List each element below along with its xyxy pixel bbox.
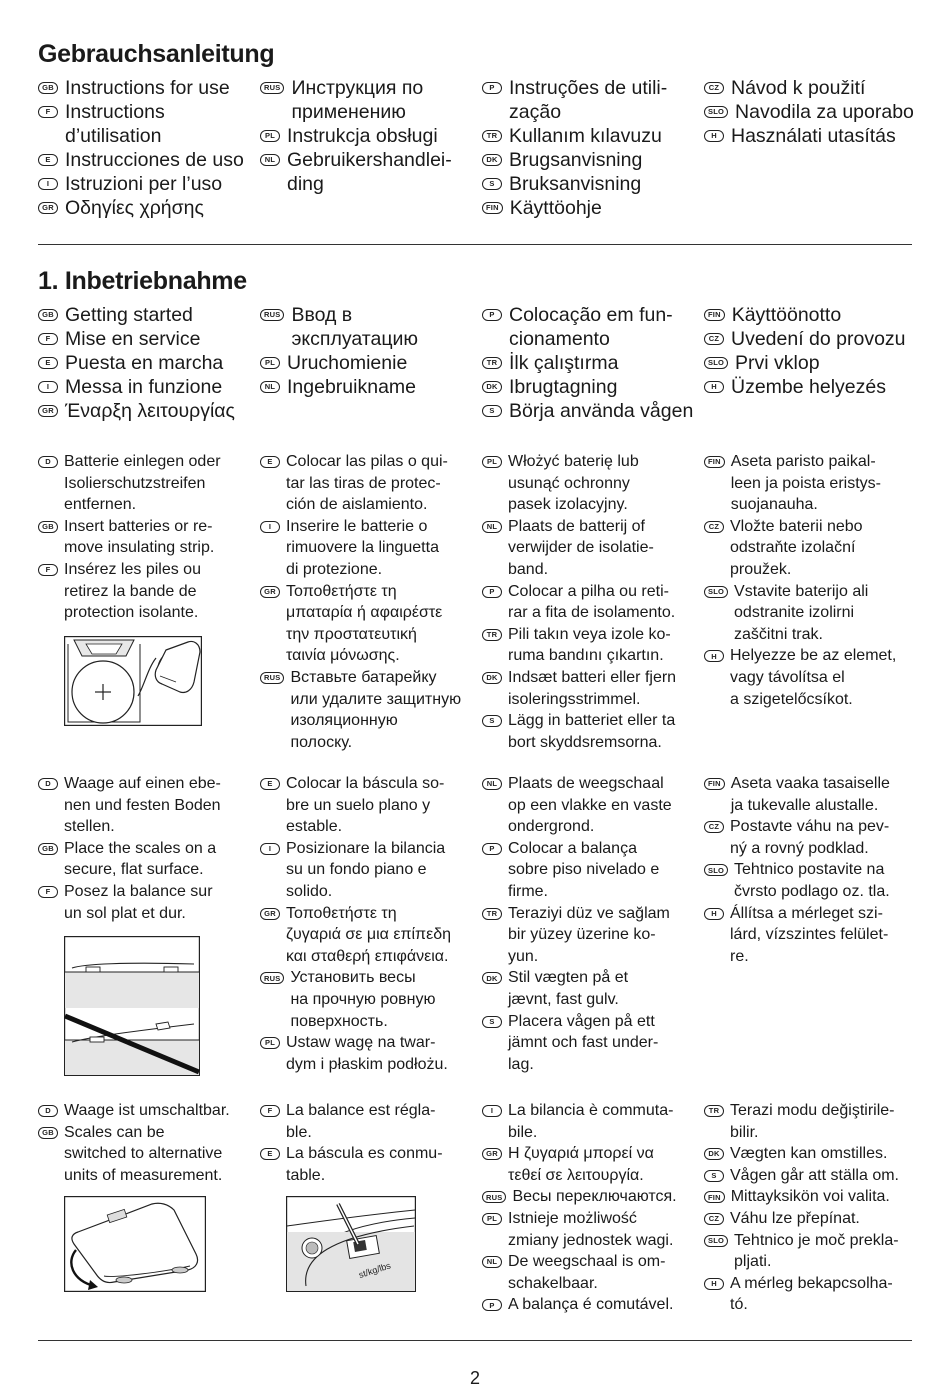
lang-entry-nl: [482, 773, 700, 838]
lang-entry-e: [38, 351, 258, 375]
country-code-badge: GB: [38, 309, 58, 321]
entry-text: Colocar a balança sobre piso nivelado e firme.: [508, 839, 660, 900]
scale-on-floor-illustration: [64, 936, 200, 1076]
entry-text: Terazi modu değiştirile- bilir.: [730, 1102, 895, 1141]
entry-text: Vložte baterii nebo odstraňte izolační proužek.: [730, 517, 863, 578]
entry-text: Käyttöönotto: [731, 304, 842, 326]
entry-text: Getting started: [65, 304, 193, 326]
lang-entry-slo: [704, 859, 914, 902]
country-code-badge: TR: [482, 629, 502, 641]
lang-entry-fin: [704, 1186, 914, 1208]
section-headings-col-4: [704, 303, 914, 399]
country-code-badge: P: [482, 309, 502, 321]
lang-entry-i: [482, 1100, 700, 1143]
entry-text: Plaats de batterij of verwijder de isolatie- band.: [508, 517, 654, 578]
entry-text: Vågen går att ställa om.: [730, 1166, 899, 1184]
unit-switch-label: st/kg/lbs: [357, 1260, 392, 1281]
lang-entry-p: [482, 581, 700, 624]
entry-text: La bilancia è commuta- bile.: [508, 1102, 674, 1141]
country-code-badge: PL: [260, 357, 280, 369]
lang-entry-p: [482, 76, 700, 124]
country-code-badge: FIN: [704, 456, 725, 468]
country-code-badge: D: [38, 456, 58, 468]
lang-entry-tr: [482, 351, 700, 375]
country-code-badge: GB: [38, 82, 58, 94]
lang-entry-pl: [260, 351, 478, 375]
country-code-badge: SLO: [704, 864, 728, 876]
country-code-badge: PL: [482, 1213, 502, 1225]
country-code-badge: F: [38, 564, 58, 576]
lang-entry-f: [260, 1100, 478, 1143]
lang-entry-cz: [704, 816, 914, 859]
step3-col-1: [38, 1100, 258, 1186]
entry-text: Uruchomienie: [287, 352, 408, 374]
entry-text: Instruções de utili- zação: [509, 77, 668, 123]
country-code-badge: DK: [482, 381, 502, 393]
lang-entry-slo: [704, 581, 914, 646]
country-code-badge: PL: [260, 1037, 280, 1049]
lang-entry-rus: [260, 76, 478, 124]
country-code-badge: GB: [38, 521, 58, 533]
lang-entry-e: [260, 773, 478, 838]
entry-text: Instrucciones de uso: [65, 149, 244, 171]
unit-switch-illustration: [286, 1196, 416, 1292]
country-code-badge: GB: [38, 1127, 58, 1139]
country-code-badge: E: [38, 357, 58, 369]
entry-text: Οδηγίες χρήσης: [65, 197, 204, 219]
entry-text: Navodila za uporabo: [735, 101, 914, 123]
lang-entry-d: [38, 773, 258, 838]
lang-entry-slo: [704, 100, 914, 124]
entry-text: Insérez les piles ou retirez la bande de protection isolante.: [64, 560, 201, 622]
entry-text: Návod k použití: [731, 77, 866, 99]
entry-text: İlk çalıştırma: [509, 352, 619, 374]
entry-text: Ustaw wagę na twar- dym i płaskim podłożu.: [286, 1034, 448, 1073]
country-code-badge: RUS: [260, 309, 284, 321]
entry-text: Włożyć baterię lub usunąć ochronny pasek izolacyjny.: [508, 453, 639, 514]
lang-entry-dk: [704, 1143, 914, 1165]
entry-text: Istruzioni per l’uso: [65, 173, 223, 195]
entry-text: Käyttöohje: [509, 197, 602, 219]
lang-entry-gr: [38, 399, 258, 423]
entry-text: Puesta en marcha: [65, 352, 224, 374]
step2-col-3: [482, 773, 700, 1075]
entry-text: Messa in funzione: [65, 376, 223, 398]
country-code-badge: H: [704, 381, 724, 393]
step2-col-4: [704, 773, 914, 967]
entry-text: Vægten kan omstilles.: [730, 1145, 888, 1163]
lang-entry-i: [260, 838, 478, 903]
entry-text: Весы переключаются.: [512, 1188, 677, 1206]
entry-text: Mise en service: [65, 328, 201, 350]
entry-text: Teraziyi düz ve sağlam bir yüzey üzerine ko- yun.: [508, 904, 670, 965]
lang-entry-s: [482, 710, 700, 753]
entry-text: Tehtnico je moč prekla- pljati.: [734, 1231, 899, 1271]
lang-entry-h: [704, 645, 914, 710]
entry-text: Prvi vklop: [735, 352, 820, 374]
country-code-badge: GR: [38, 405, 58, 417]
lang-entry-dk: [482, 375, 700, 399]
step2-col-1: [38, 773, 258, 924]
entry-text: De weegschaal is om- schakelbaar.: [508, 1253, 666, 1292]
entry-text: Posizionare la bilancia su un fondo piano e solido.: [286, 839, 446, 900]
country-code-badge: NL: [260, 154, 280, 166]
lang-entry-s: [482, 1011, 700, 1076]
country-code-badge: P: [482, 586, 502, 598]
entry-text: Вставьте батарейку или удалите защитную изоляционную полоску.: [290, 668, 462, 751]
lang-entry-cz: [704, 76, 914, 100]
section-title: 1. Inbetriebnahme: [38, 267, 247, 295]
entry-text: Τοποθετήστε τη μπαταρία ή αφαιρέστε την προστατευτική ταινία μόνωσης.: [286, 582, 443, 665]
entry-text: Posez la balance sur un sol plat et dur.: [64, 882, 213, 922]
lang-entry-fin: [704, 303, 914, 327]
entry-text: Η ζυγαριά μπορεί να τεθεί σε λειτουργία.: [508, 1145, 654, 1184]
entry-text: Bruksanvisning: [509, 173, 642, 195]
country-code-badge: TR: [482, 357, 502, 369]
country-code-badge: F: [38, 106, 58, 118]
document-title: Gebrauchsanleitung: [38, 40, 275, 68]
country-code-badge: FIN: [704, 778, 725, 790]
divider-top: [38, 244, 912, 245]
lang-entry-fin: [482, 196, 700, 220]
step2-col-2: [260, 773, 478, 1075]
country-code-badge: H: [704, 1278, 724, 1290]
lang-entry-pl: [260, 1032, 478, 1075]
country-code-badge: TR: [704, 1105, 724, 1117]
lang-entry-nl: [260, 375, 478, 399]
entry-text: Instrukcja obsługi: [287, 125, 438, 147]
entry-text: Üzembe helyezés: [731, 376, 886, 398]
divider-bottom: [38, 1340, 912, 1341]
country-code-badge: P: [482, 843, 502, 855]
entry-text: Plaats de weegschaal op een vlakke en vaste ondergrond.: [508, 775, 672, 836]
entry-text: Lägg in batteriet eller ta bort skyddsremsorna.: [508, 712, 676, 751]
country-code-badge: P: [482, 1299, 502, 1311]
country-code-badge: TR: [482, 130, 502, 142]
entry-text: Börja använda vågen: [509, 400, 694, 422]
country-code-badge: GB: [38, 843, 58, 855]
country-code-badge: DK: [482, 154, 502, 166]
lang-entry-f: [38, 881, 258, 924]
entry-text: Állítsa a mérleget szi- lárd, vízszintes felület- re.: [730, 904, 889, 965]
entry-text: Váhu lze přepínat.: [730, 1209, 860, 1227]
country-code-badge: SLO: [704, 1235, 728, 1247]
country-code-badge: NL: [482, 778, 502, 790]
entry-text: Colocar la báscula so- bre un suelo plano y estable.: [286, 775, 445, 836]
lang-entry-s: [704, 1165, 914, 1187]
country-code-badge: P: [482, 82, 502, 94]
country-code-badge: I: [38, 381, 58, 393]
lang-entry-dk: [482, 148, 700, 172]
entry-text: La báscula es conmu- table.: [286, 1145, 443, 1184]
lang-entry-cz: [704, 516, 914, 581]
lang-entry-d: [38, 1100, 258, 1122]
country-code-badge: GR: [38, 202, 58, 214]
lang-entry-i: [260, 516, 478, 581]
country-code-badge: E: [260, 456, 280, 468]
country-code-badge: DK: [482, 972, 502, 984]
page-number: 2: [469, 1368, 480, 1387]
country-code-badge: RUS: [260, 672, 284, 684]
languages-col-2: [260, 76, 478, 196]
entry-text: Έναρξη λειτουργίας: [65, 400, 235, 422]
entry-text: Ingebruikname: [287, 376, 416, 398]
country-code-badge: F: [260, 1105, 280, 1117]
country-code-badge: H: [704, 908, 724, 920]
entry-text: Vstavite baterijo ali odstranite izolirni zaščitni trak.: [734, 582, 869, 643]
lang-entry-p: [482, 303, 700, 351]
lang-entry-cz: [704, 1208, 914, 1230]
entry-text: Aseta vaaka tasaiselle ja tukevalle alustalle.: [730, 775, 890, 814]
lang-entry-p: [482, 1294, 700, 1316]
country-code-badge: GR: [260, 586, 280, 598]
lang-entry-nl: [482, 1251, 700, 1294]
country-code-badge: NL: [482, 521, 502, 533]
country-code-badge: PL: [482, 456, 502, 468]
entry-text: Tehtnico postavite na čvrsto podlago oz. tla.: [734, 861, 890, 900]
entry-text: Τοποθετήστε τη ζυγαριά σε μια επίπεδη και σταθερή επιφάνεια.: [286, 904, 452, 965]
country-code-badge: S: [482, 715, 502, 727]
country-code-badge: FIN: [704, 309, 725, 321]
lang-entry-tr: [482, 624, 700, 667]
lang-entry-gb: [38, 838, 258, 881]
entry-text: Placera vågen på ett jämnt och fast under- lag.: [508, 1012, 659, 1073]
lang-entry-tr: [482, 124, 700, 148]
country-code-badge: SLO: [704, 106, 728, 118]
country-code-badge: E: [38, 154, 58, 166]
country-code-badge: RUS: [260, 82, 284, 94]
lang-entry-cz: [704, 327, 914, 351]
country-code-badge: H: [704, 650, 724, 662]
entry-text: Ввод в эксплуатацию: [291, 304, 419, 350]
lang-entry-tr: [704, 1100, 914, 1143]
lang-entry-fin: [704, 451, 914, 516]
step1-col-1: [38, 451, 258, 624]
entry-text: Postavte váhu na pev- ný a rovný podklad.: [730, 818, 890, 857]
step1-col-4: [704, 451, 914, 710]
country-code-badge: S: [482, 178, 502, 190]
country-code-badge: CZ: [704, 821, 724, 833]
lang-entry-s: [482, 399, 700, 423]
country-code-badge: H: [704, 130, 724, 142]
country-code-badge: FIN: [482, 202, 503, 214]
entry-text: La balance est régla- ble.: [286, 1102, 436, 1141]
step3-col-3: [482, 1100, 700, 1316]
entry-text: Insert batteries or re- move insulating strip.: [64, 517, 215, 557]
country-code-badge: E: [260, 778, 280, 790]
country-code-badge: NL: [482, 1256, 502, 1268]
country-code-badge: FIN: [704, 1191, 725, 1203]
lang-entry-pl: [260, 124, 478, 148]
country-code-badge: F: [38, 886, 58, 898]
entry-text: Waage ist umschaltbar.: [64, 1102, 230, 1119]
entry-text: Használati utasítás: [731, 125, 896, 147]
country-code-badge: GR: [482, 1148, 502, 1160]
languages-col-4: [704, 76, 914, 148]
lang-entry-nl: [260, 148, 478, 196]
entry-text: A mérleg bekapcsolha- tó.: [730, 1274, 893, 1314]
entry-text: Colocação em fun- cionamento: [509, 304, 673, 350]
entry-text: Indsæt batteri eller fjern isoleringsstrimmel.: [508, 668, 677, 708]
lang-entry-i: [38, 375, 258, 399]
entry-text: Batterie einlegen oder Isolierschutzstreifen entfernen.: [64, 453, 221, 514]
country-code-badge: CZ: [704, 1213, 724, 1225]
country-code-badge: DK: [704, 1148, 724, 1160]
languages-col-1: [38, 76, 258, 220]
lang-entry-h: [704, 124, 914, 148]
entry-text: Brugsanvisning: [509, 149, 643, 171]
lang-entry-i: [38, 172, 258, 196]
country-code-badge: I: [260, 521, 280, 533]
lang-entry-gb: [38, 1122, 258, 1187]
entry-text: Ibrugtagning: [509, 376, 618, 398]
entry-text: Inserire le batterie o rimuovere la linguetta di protezione.: [286, 517, 439, 578]
lang-entry-dk: [482, 667, 700, 710]
lang-entry-s: [482, 172, 700, 196]
lang-entry-nl: [482, 516, 700, 581]
lang-entry-gb: [38, 76, 258, 100]
country-code-badge: DK: [482, 672, 502, 684]
lang-entry-f: [38, 559, 258, 624]
section-headings-col-3: [482, 303, 700, 423]
section-headings-col-1: [38, 303, 258, 423]
lang-entry-slo: [704, 1230, 914, 1273]
lang-entry-h: [704, 903, 914, 968]
lang-entry-h: [704, 1273, 914, 1316]
country-code-badge: TR: [482, 908, 502, 920]
lang-entry-e: [38, 148, 258, 172]
battery-illustration: [64, 636, 202, 726]
country-code-badge: S: [482, 405, 502, 417]
lang-entry-h: [704, 375, 914, 399]
lang-entry-dk: [482, 967, 700, 1010]
step3-col-4: [704, 1100, 914, 1316]
lang-entry-rus: [260, 303, 478, 351]
step1-col-2: [260, 451, 478, 753]
country-code-badge: S: [704, 1170, 724, 1182]
entry-text: Gebruikershandlei- ding: [287, 149, 452, 195]
entry-text: Instructions d’utilisation: [65, 101, 165, 147]
lang-entry-pl: [482, 451, 700, 516]
entry-text: Waage auf einen ebe- nen und festen Boden stellen.: [64, 775, 221, 836]
country-code-badge: SLO: [704, 357, 728, 369]
lang-entry-gb: [38, 303, 258, 327]
lang-entry-e: [260, 451, 478, 516]
lang-entry-fin: [704, 773, 914, 816]
country-code-badge: D: [38, 778, 58, 790]
lang-entry-f: [38, 327, 258, 351]
country-code-badge: I: [38, 178, 58, 190]
entry-text: Kullanım kılavuzu: [509, 125, 662, 147]
lang-entry-gr: [38, 196, 258, 220]
lang-entry-rus: [482, 1186, 700, 1208]
country-code-badge: I: [482, 1105, 502, 1117]
entry-text: Istnieje możliwość zmiany jednostek wagi.: [508, 1209, 674, 1249]
country-code-badge: S: [482, 1016, 502, 1028]
entry-text: Helyezze be az elemet, vagy távolítsa el a szigetelőcsíkot.: [730, 647, 897, 708]
lang-entry-gr: [482, 1143, 700, 1186]
flip-scale-illustration: [64, 1196, 206, 1292]
step1-col-3: [482, 451, 700, 753]
country-code-badge: D: [38, 1105, 58, 1117]
lang-entry-pl: [482, 1208, 700, 1251]
lang-entry-e: [260, 1143, 478, 1186]
country-code-badge: F: [38, 333, 58, 345]
lang-entry-gr: [260, 581, 478, 667]
country-code-badge: NL: [260, 381, 280, 393]
lang-entry-slo: [704, 351, 914, 375]
step3-col-2: [260, 1100, 478, 1186]
country-code-badge: RUS: [260, 972, 284, 984]
lang-entry-f: [38, 100, 258, 148]
lang-entry-rus: [260, 667, 478, 753]
lang-entry-gb: [38, 516, 258, 559]
section-headings-col-2: [260, 303, 478, 399]
country-code-badge: I: [260, 843, 280, 855]
entry-text: Colocar a pilha ou reti- rar a fita de isolamento.: [508, 582, 676, 622]
entry-text: A balança é comutável.: [508, 1296, 674, 1314]
entry-text: Mittayksikön voi valita.: [730, 1188, 890, 1206]
entry-text: Uvedení do provozu: [731, 328, 906, 350]
country-code-badge: CZ: [704, 333, 724, 345]
entry-text: Place the scales on a secure, flat surface.: [64, 839, 217, 879]
country-code-badge: CZ: [704, 521, 724, 533]
lang-entry-rus: [260, 967, 478, 1032]
country-code-badge: RUS: [482, 1191, 506, 1203]
entry-text: Scales can be switched to alternative units of measurement.: [64, 1123, 223, 1184]
entry-text: Инструкция по применению: [291, 77, 424, 123]
entry-text: Pili takın veya izole ko- ruma bandını çıkartın.: [508, 625, 671, 665]
languages-col-3: [482, 76, 700, 220]
country-code-badge: E: [260, 1148, 280, 1160]
entry-text: Установить весы на прочную ровную поверхность.: [290, 969, 436, 1030]
entry-text: Instructions for use: [65, 77, 230, 99]
country-code-badge: SLO: [704, 586, 728, 598]
entry-text: Colocar las pilas o qui- tar las tiras de protec- ción de aislamiento.: [286, 453, 448, 514]
lang-entry-d: [38, 451, 258, 516]
lang-entry-tr: [482, 903, 700, 968]
lang-entry-p: [482, 838, 700, 903]
country-code-badge: PL: [260, 130, 280, 142]
entry-text: Aseta paristo paikal- leen ja poista eristys- suojanauha.: [730, 453, 881, 514]
country-code-badge: CZ: [704, 82, 724, 94]
country-code-badge: GR: [260, 908, 280, 920]
entry-text: Stil vægten på et jævnt, fast gulv.: [508, 969, 629, 1008]
lang-entry-gr: [260, 903, 478, 968]
